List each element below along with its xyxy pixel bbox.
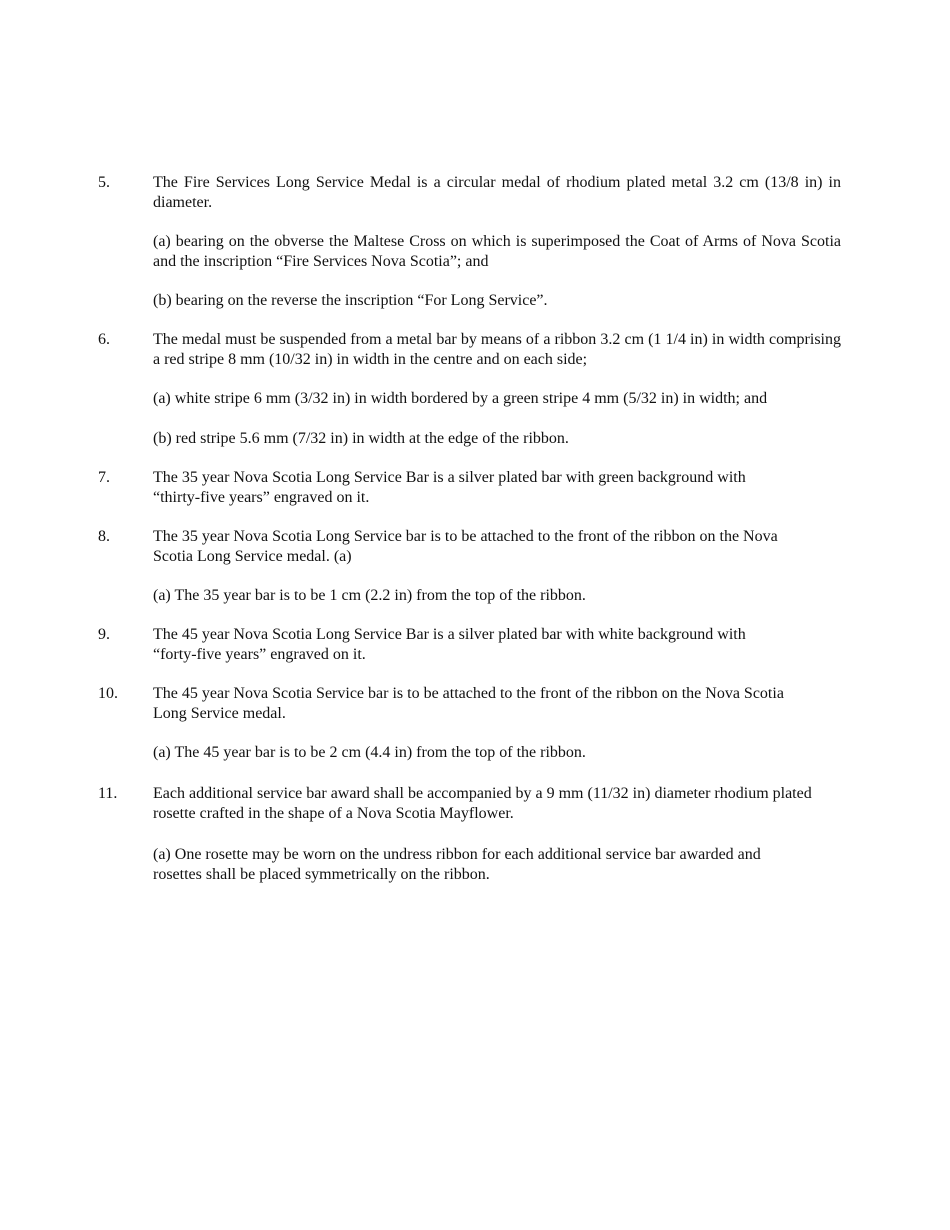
item-text: The 45 year Nova Scotia Long Service Bar is a silver plated bar with white background with “forty-five years” engraved on it. <box>153 626 746 663</box>
item-number: 11. <box>98 785 118 802</box>
sub-item-text: (a) white stripe 6 mm (3/32 in) in width bordered by a green stripe 4 mm (5/32 in) in width; and <box>153 390 768 407</box>
sub-item-text: (b) bearing on the reverse the inscription “For Long Service”. <box>153 292 548 309</box>
item-text: The 45 year Nova Scotia Service bar is to be attached to the front of the ribbon on the Nova Scotia Long Service medal. <box>153 685 784 722</box>
item-number: 6. <box>98 331 110 348</box>
item-text: The 35 year Nova Scotia Long Service bar is to be attached to the front of the ribbon on the Nova Scotia Long Service medal. (a) <box>153 528 778 565</box>
sub-item-text: (a) One rosette may be worn on the undress ribbon for each additional service bar awarded and rosettes shall be placed symmetrically on the ribbon. <box>153 846 761 883</box>
item-number: 7. <box>98 469 110 486</box>
item-number: 5. <box>98 174 110 191</box>
item-text: The medal must be suspended from a metal bar by means of a ribbon 3.2 cm (1 1/4 in) in width comprising a red stripe 8 mm (10/32 in) in width in the centre and on each side; <box>153 331 841 368</box>
sub-item-text: (a) The 45 year bar is to be 2 cm (4.4 in) from the top of the ribbon. <box>153 744 586 761</box>
item-number: 10. <box>98 685 118 702</box>
item-text: The 35 year Nova Scotia Long Service Bar is a silver plated bar with green background with “thirty-five years” engraved on it. <box>153 469 746 506</box>
item-text: The Fire Services Long Service Medal is a circular medal of rhodium plated metal 3.2 cm (13/8 in) in diameter. <box>153 174 841 211</box>
item-number: 8. <box>98 528 110 545</box>
sub-item-text: (a) The 35 year bar is to be 1 cm (2.2 in) from the top of the ribbon. <box>153 587 586 604</box>
sub-item-text: (b) red stripe 5.6 mm (7/32 in) in width at the edge of the ribbon. <box>153 430 569 447</box>
item-text: Each additional service bar award shall be accompanied by a 9 mm (11/32 in) diameter rhodium plated rosette crafted in the shape of a Nova Scotia Mayflower. <box>153 785 812 822</box>
item-number: 9. <box>98 626 110 643</box>
sub-item-text: (a) bearing on the obverse the Maltese Cross on which is superimposed the Coat of Arms of Nova Scotia and the inscription “Fire Services Nova Scotia”; and <box>153 233 841 270</box>
